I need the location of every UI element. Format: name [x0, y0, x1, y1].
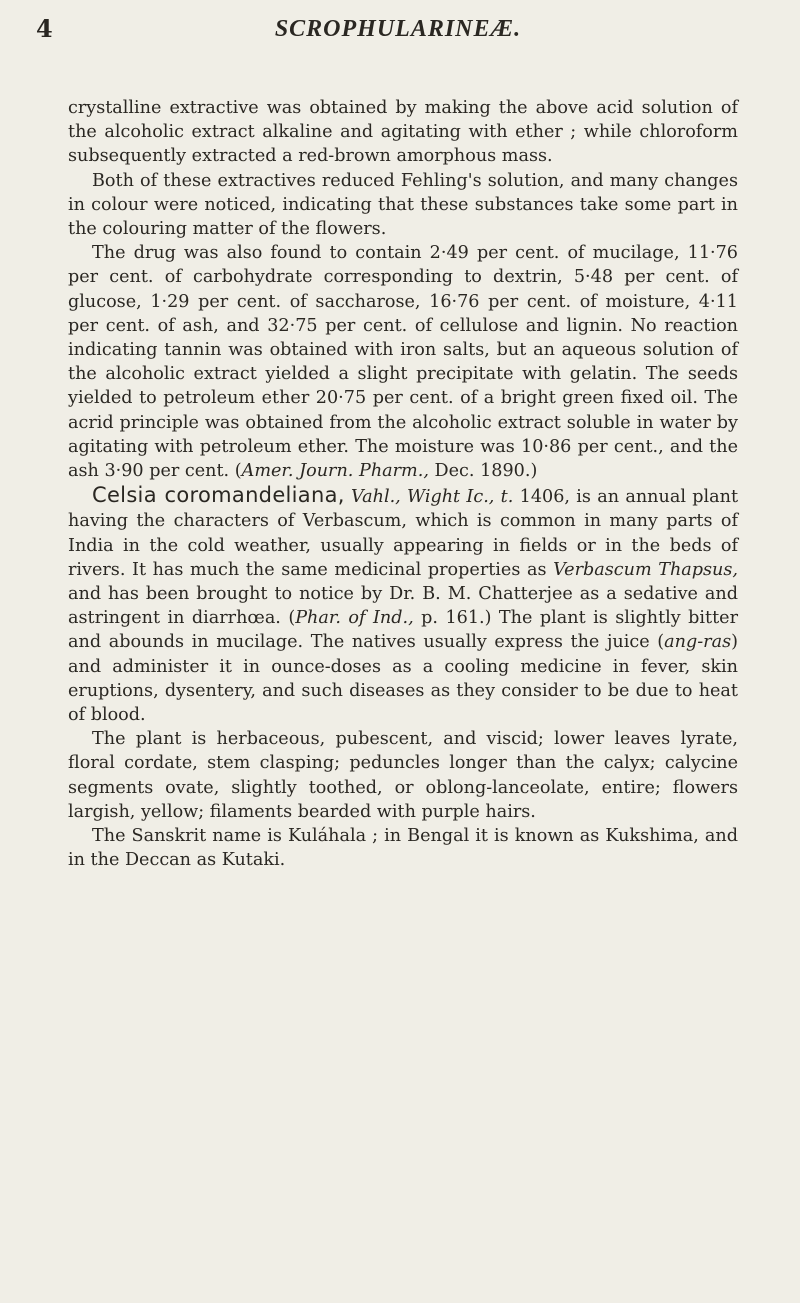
body-text	[68, 96, 738, 873]
paragraph-description: The plant is herbaceous, pubescent, and viscid; lower leaves lyrate, floral cordate, stem clasping; peduncles longer than the calyx; calycine segments ovate, slightly toothed, or oblong-lanceolate, entire; flowers largish, yellow; filaments bearded with purple hairs.	[68, 729, 738, 822]
entry-text-c: p. 161.) The plant is slightly bitter and abounds in mucilage. The natives usually express the juice (	[68, 608, 739, 653]
author-citation: Vahl., Wight Ic., t.	[351, 487, 514, 508]
running-head: SCROPHULARINEÆ.	[274, 16, 522, 42]
entry-celsia	[68, 483, 738, 727]
paragraph-3	[68, 241, 738, 483]
entry-title: Celsia coromandeliana,	[92, 483, 345, 508]
pharmacopoeia-reference: Phar. of Ind.,	[295, 608, 414, 629]
paragraph-2: Both of these extractives reduced Fehling's solution, and many changes in colour were noticed, indicating that these substances take some part in the colouring matter of the flowers.	[68, 170, 738, 240]
entry-text-d: ) and administer it in ounce-doses as a cooling medicine in fever, skin eruptions, dysentery, and such diseases as they consider to be due to heat of blood.	[68, 632, 738, 726]
species-name: Verbascum Thapsus,	[553, 559, 739, 580]
journal-reference: Amer. Journ. Pharm.,	[241, 461, 429, 482]
paragraph-3-text: The drug was also found to contain 2·49 per cent. of mucilage, 11·76 per cent. of carbohydrate corresponding to dextrin, 5·48 per cent. of glucose, 1·29 per cent. of saccharose, 16·76 per cent. of moisture, 4·11 per cent. of ash, and 32·75 per cent. of cellulose and lignin. No reaction indicating tannin was obtained with iron salts, but an aqueous solution of the alcoholic extract yielded a slight precipitate with gelatin. The seeds yielded to petroleum ether 20·75 per cent. of a bright green fixed oil. The acrid principle was obtained from the alcoholic extract soluble in water by agitating with petroleum ether. The moisture was 10·86 per cent., and the ash 3·90 per cent. (	[68, 243, 738, 482]
entry-text-b: and has been brought to notice by Dr. B. M. Chatterjee as a sedative and astringent in diarrhœa. (	[68, 584, 738, 629]
paragraph-1: crystalline extractive was obtained by making the above acid solution of the alcoholic extract alkaline and agitating with ether ; while chloroform subsequently extracted a red-brown amorphous mass.	[68, 98, 738, 167]
paragraph-names: The Sanskrit name is Kuláhala ; in Bengal it is known as Kukshima, and in the Deccan as Kutaki.	[68, 826, 738, 871]
vernacular-name: ang-ras	[664, 632, 732, 653]
page-header	[36, 10, 760, 44]
page-number: 4	[36, 14, 53, 43]
entry-text-a: 1406, is an annual plant having the characters of Verbascum, which is common in many parts of India in the cold weather, usually appearing in fields or in the beds of rivers. It has much the same medicinal properties as	[68, 487, 739, 580]
paragraph-3-end: Dec. 1890.)	[428, 461, 538, 482]
